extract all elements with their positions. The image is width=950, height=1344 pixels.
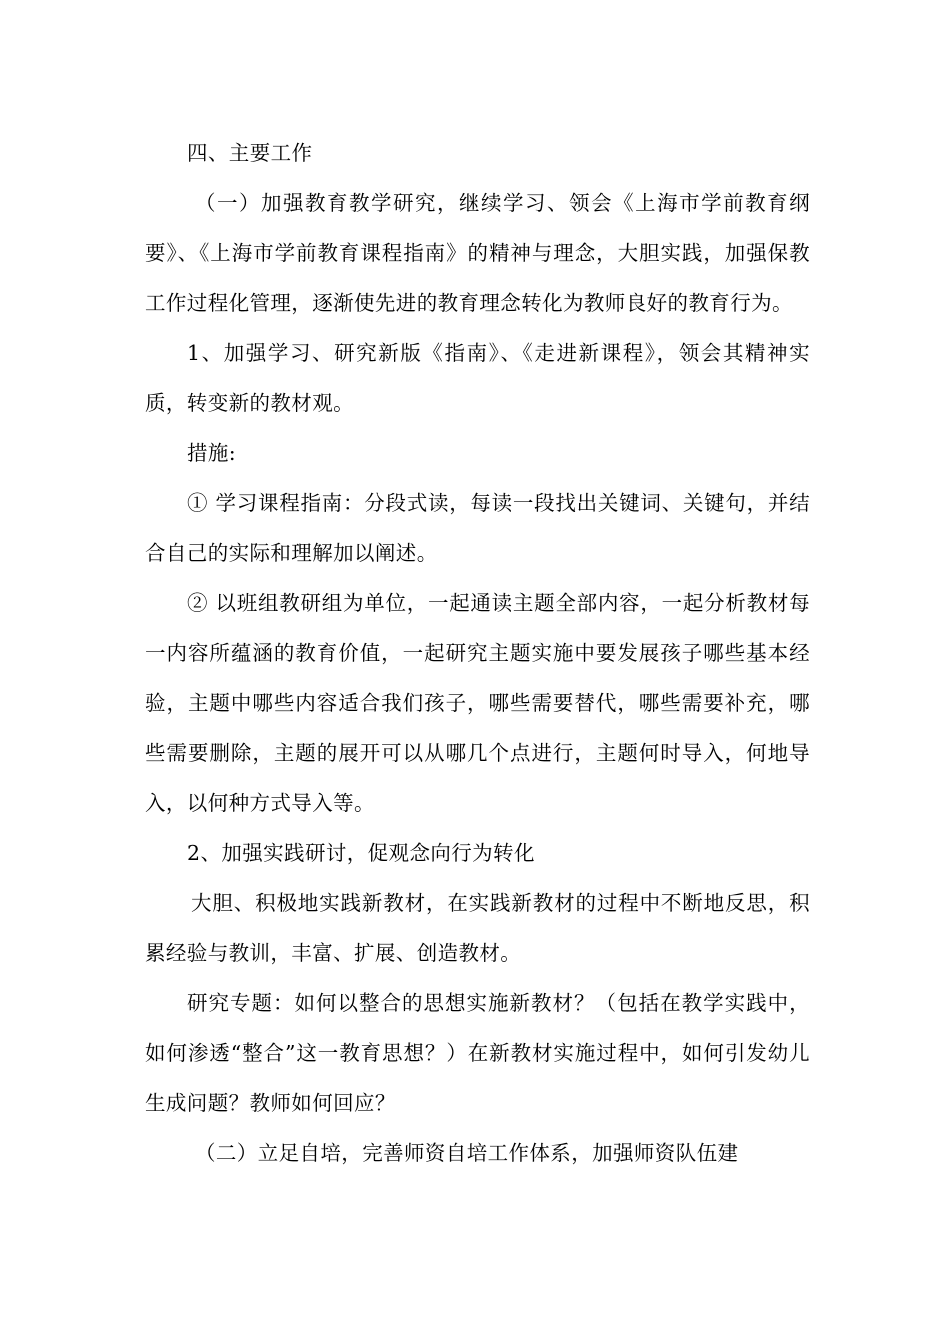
paragraph-sub-heading-1: （一）加强教育教学研究，继续学习、领会《上海市学前教育纲要》、《上海市学前教育课程指南》的精神与理念，大胆实践，加强保教工作过程化管理，逐渐使先进的教育理念转化为教师良好的教育行为。: [145, 191, 810, 315]
paragraph-practice: 大胆、积极地实践新教材，在实践新教材的过程中不断地反思，积累经验与教训，丰富、扩展、创造教材。: [145, 891, 810, 965]
paragraph-research-topic: 研究专题：如何以整合的思想实施新教材？（包括在教学实践中，如何渗透“整合”这一教育思想？）在新教材实施过程中，如何引发幼儿生成问题？教师如何回应？: [145, 991, 810, 1115]
paragraph-item-1: 1、加强学习、研究新版《指南》、《走进新课程》，领会其精神实质，转变新的教材观。: [145, 341, 810, 415]
paragraph-sub-heading-2: （二）立足自培，完善师资自培工作体系，加强师资队伍建: [195, 1141, 739, 1165]
paragraph-measures-label: 措施:: [187, 441, 237, 465]
paragraph-measure-1: ① 学习课程指南：分段式读，每读一段找出关键词、关键句，并结合自己的实际和理解加以阐述。: [145, 491, 810, 565]
section-heading: 四、主要工作: [187, 141, 313, 165]
paragraph-item-2: 2、加强实践研讨，促观念向行为转化: [187, 841, 535, 865]
paragraph-measure-2: ② 以班组教研组为单位，一起通读主题全部内容，一起分析教材每一内容所蕴涵的教育价值，一起研究主题实施中要发展孩子哪些基本经验，主题中哪些内容适合我们孩子，哪些需要替代，哪些需要补充，哪些需要删除，主题的展开可以从哪几个点进行，主题何时导入，何地导入，以何种方式导入等。: [145, 591, 810, 815]
document-body: [145, 128, 810, 1178]
